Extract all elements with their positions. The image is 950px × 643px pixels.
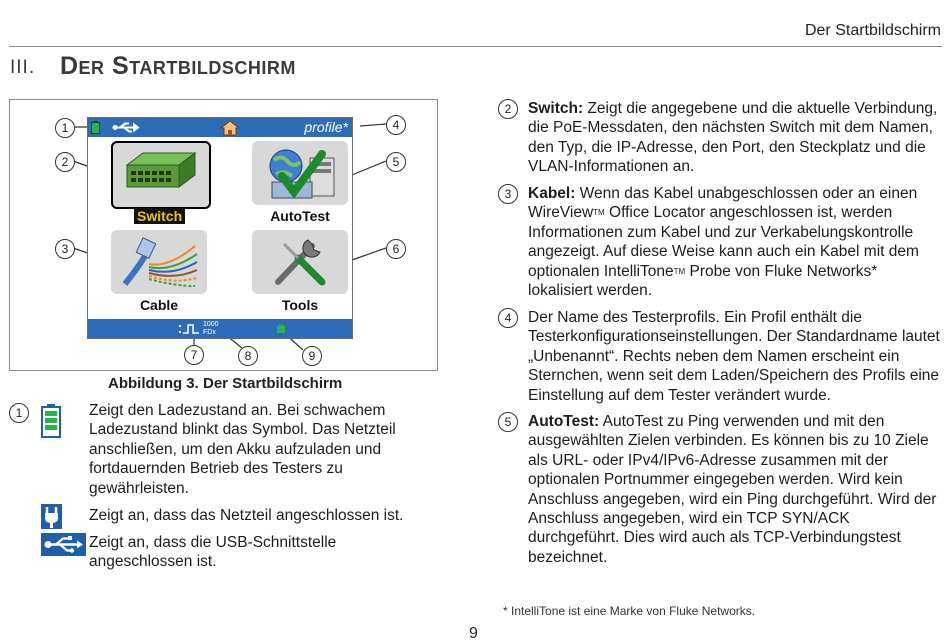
- item-2-text: Zeigt an, dass das Netzteil angeschlossen ist.: [89, 507, 404, 524]
- battery-icon: [91, 121, 100, 134]
- item-switch-lead: Switch:: [528, 100, 584, 117]
- link-duplex: FDx: [203, 329, 216, 336]
- poe-icon: [277, 324, 285, 333]
- home-icon[interactable]: [220, 120, 240, 136]
- screen-status-bar: [88, 118, 352, 137]
- item-r3-number: 3: [498, 184, 518, 204]
- item-1-number: 1: [9, 403, 29, 423]
- callout-9: 9: [302, 346, 322, 366]
- item-r4-number: 4: [498, 308, 518, 328]
- page-number: 9: [469, 625, 478, 642]
- item-autotest-description: [528, 412, 943, 567]
- callout-3: 3: [55, 239, 75, 259]
- item-1-text: Zeigt den Ladezustand an. Bei schwachem Ladezustand blinkt das Symbol. Das Netzteil anschließen, um den Akku aufzuladen und fortdauernden Betrieb des Testers zu gewährleisten.: [89, 402, 396, 497]
- screen-link-bar: [88, 319, 352, 338]
- item-cable-lead: Kabel:: [528, 185, 576, 202]
- figure-caption: Abbildung 3. Der Startbildschirm: [108, 375, 343, 392]
- link-pulse-icon: [179, 322, 201, 335]
- item-r2-number: 2: [498, 99, 518, 119]
- callout-2: 2: [55, 152, 75, 172]
- callout-8: 8: [238, 346, 258, 366]
- tester-home-screen: [87, 117, 353, 339]
- link-speed: 1000: [203, 321, 219, 328]
- item-cable-text-b: Office Locator angeschlossen ist, werden Informationen zum Kabel und zur Verkabelungskontrolle angezeigt. Auf diese Weise kann auch ein Kabel mit dem optionalen IntelliTone: [528, 204, 919, 280]
- switch-tile-label[interactable]: Switch: [134, 208, 185, 224]
- profile-name[interactable]: profile*: [304, 119, 348, 135]
- item-cable-text-c: Probe von Fluke Networks* lokalisiert werden.: [528, 262, 878, 300]
- switch-icon: [123, 151, 199, 199]
- battery-status-icon: [41, 404, 61, 438]
- cable-tile-label[interactable]: Cable: [139, 297, 179, 313]
- cable-icon: [119, 234, 199, 290]
- callout-5: 5: [386, 152, 406, 172]
- header-rule: [9, 46, 942, 47]
- autotest-icon: [266, 146, 338, 202]
- usb-connected-icon: [41, 533, 86, 556]
- item-profile-description: Der Name des Testerprofils. Ein Profil enthält die Testerkonfigurationseinstellungen. Der Standardname lautet „Unbenannt“. Rechts neben dem Namen erscheint ein Sternchen, wenn seit dem Laden/Speichern des Profils eine Einstellung auf dem Tester verändert wurde.: [528, 309, 940, 404]
- power-plug-icon: [41, 504, 62, 529]
- callout-1: 1: [55, 118, 75, 138]
- footnote: * IntelliTone ist eine Marke von Fluke Networks.: [503, 604, 756, 618]
- item-switch-text: Zeigt die angegebene und die aktuelle Verbindung, die PoE-Messdaten, den nächsten Switch mit dem Namen, den Typ, die IP-Adresse, den Port, den Steckplatz und die VLAN-Informationen an.: [528, 100, 938, 176]
- switch-tile[interactable]: [111, 141, 211, 209]
- trademark-wireview: TM: [593, 208, 605, 218]
- tools-tile[interactable]: [252, 230, 348, 294]
- autotest-tile-label[interactable]: AutoTest: [270, 208, 330, 224]
- tools-tile-label[interactable]: Tools: [281, 297, 319, 313]
- item-cable-description: [528, 184, 943, 301]
- item-3-text: Zeigt an, dass die USB-Schnittstelle angeschlossen ist.: [89, 534, 337, 571]
- usb-icon: [112, 121, 142, 134]
- callout-4: 4: [386, 115, 406, 135]
- cable-tile[interactable]: [111, 230, 207, 294]
- trademark-intellitone: TM: [673, 267, 686, 277]
- callout-7: 7: [184, 345, 204, 365]
- tools-icon: [270, 236, 330, 288]
- callout-6: 6: [386, 239, 406, 259]
- autotest-tile[interactable]: [252, 141, 348, 205]
- running-header: Der Startbildschirm: [804, 22, 941, 39]
- section-number: III.: [10, 57, 36, 78]
- item-autotest-lead: AutoTest:: [528, 413, 600, 430]
- item-cable-text-a: Wenn das Kabel unabgeschlossen oder an einen WireView: [528, 185, 918, 222]
- item-r5-number: 5: [498, 412, 518, 432]
- section-title: Der Startbildschirm: [60, 52, 296, 80]
- item-autotest-text: AutoTest zu Ping verwenden und mit den ausgewählten Zielen verbinden. Es können bis zu 10 Ziele als URL- oder IPv4/IPv6-Adresse zusammen mit der optionalen Portnummer eingegeben werden. Wird kein Anschluss angegeben, wird ein Ping durchgeführt. Wird der Anschluss angegeben, wird ein TCP SYN/ACK durchgeführt. Dies wird auch als TCP-Verbindungstest bezeichnet.: [528, 413, 937, 566]
- item-switch-description: [528, 99, 943, 177]
